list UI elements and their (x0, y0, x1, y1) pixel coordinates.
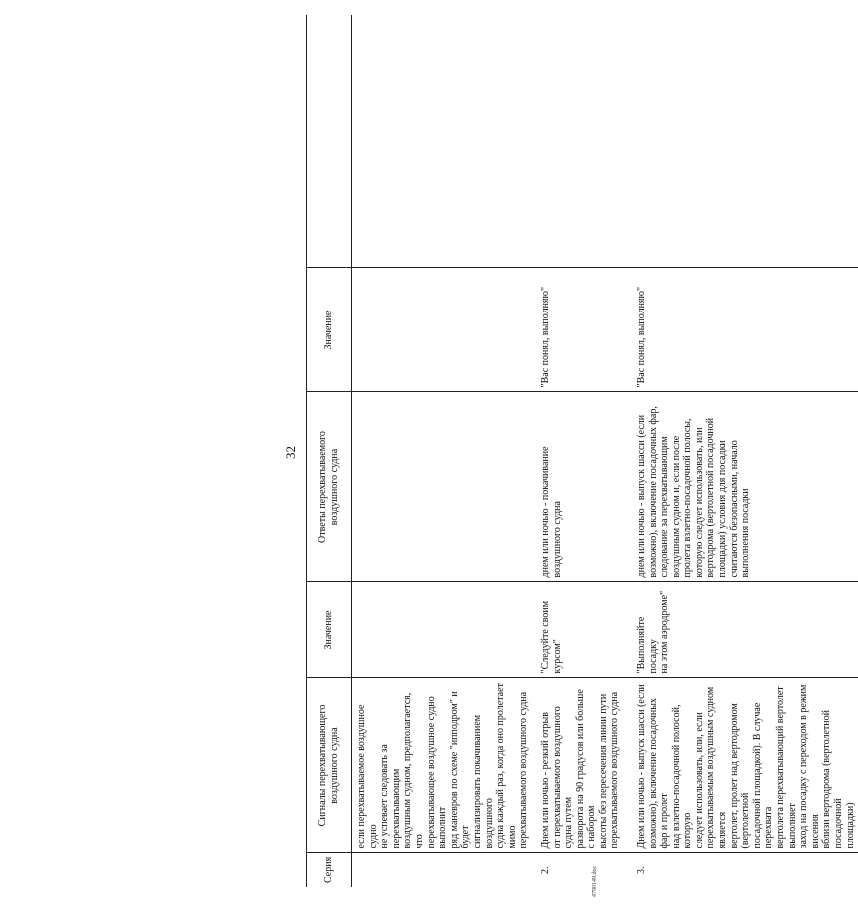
cell-responses (352, 392, 532, 582)
cell-meaning: "Следуйте своим курсом" (532, 582, 628, 678)
cell-empty (532, 15, 628, 268)
cell-signals: Днем или ночью - резкий отрыв от перехватываемого воздушного судна путем разворота на 90 градусов или больше с набором высоты без пересечения линии пути перехватываемого воздушного судна (532, 678, 628, 853)
cell-meaning-2: "Вас понял, выполняю" (628, 268, 858, 392)
cell-empty (352, 15, 532, 268)
cell-series: 3. (635, 866, 647, 874)
cell-responses: днем или ночью - покачивание воздушного судна (532, 392, 628, 582)
cell-meaning: "Выполняйте посадку на этом аэродроме" (628, 582, 858, 678)
cell-meaning-2 (352, 268, 532, 392)
header-signals: Сигналы перехватывающего воздушного судна (307, 678, 352, 853)
cell-signals: Днем или ночью - выпуск шасси (если возможно), включение посадочных фар и пролет над взлетно-посадочной полосой, которую следует использовать, или, если перехватываемым воздушным судном является вертолет, пролет над вертодромом (вертолетной посадочной площадкой). В случае перехвата вертолета перехватывающий вертолет выполняет заход на посадку с переходом в режим висения вблизи вертодрома (вертолетной посадочной площадки) (628, 678, 858, 853)
cell-meaning-2: "Вас понял, выполняю" (532, 268, 628, 392)
header-meaning: Значение (307, 582, 352, 678)
cell-meaning (352, 582, 532, 678)
cell-responses: днем или ночью - выпуск шасси (если возможно), включение посадочных фар, следование за перехватывающим воздушным судном и, если после пролета взлетно-посадочной полосы, которую следует использовать, или вертодрома (вертолетной посадочной площадки) условия для посадки считаются безопасными, начало выполнения посадки (628, 392, 858, 582)
header-empty (307, 15, 352, 268)
header-series: Серия (307, 853, 352, 887)
table-row (532, 15, 628, 887)
table-row (352, 15, 532, 887)
page-number: 32 (283, 446, 298, 459)
cell-series: 2. (539, 866, 551, 874)
intercept-signals-table (306, 15, 858, 887)
header-responses: Ответы перехватываемого воздушного судна (307, 392, 352, 582)
document-id: 4790149.doc (592, 865, 598, 897)
cell-empty (628, 15, 858, 268)
header-meaning-2: Значение (307, 268, 352, 392)
table-header-row (307, 15, 352, 887)
table-row (628, 15, 858, 887)
cell-series (352, 853, 532, 887)
cell-signals: если перехватываемое воздушное судно не успевает следовать за перехватывающим воздушным судном, предполагается, что перехватывающее воздушное судно выполнит ряд маневров по схеме "ипподром" и будет сигнализировать покачиванием воздушного судна каждый раз, когда оно пролетает мимо перехватываемого воздушного судна (352, 678, 532, 853)
